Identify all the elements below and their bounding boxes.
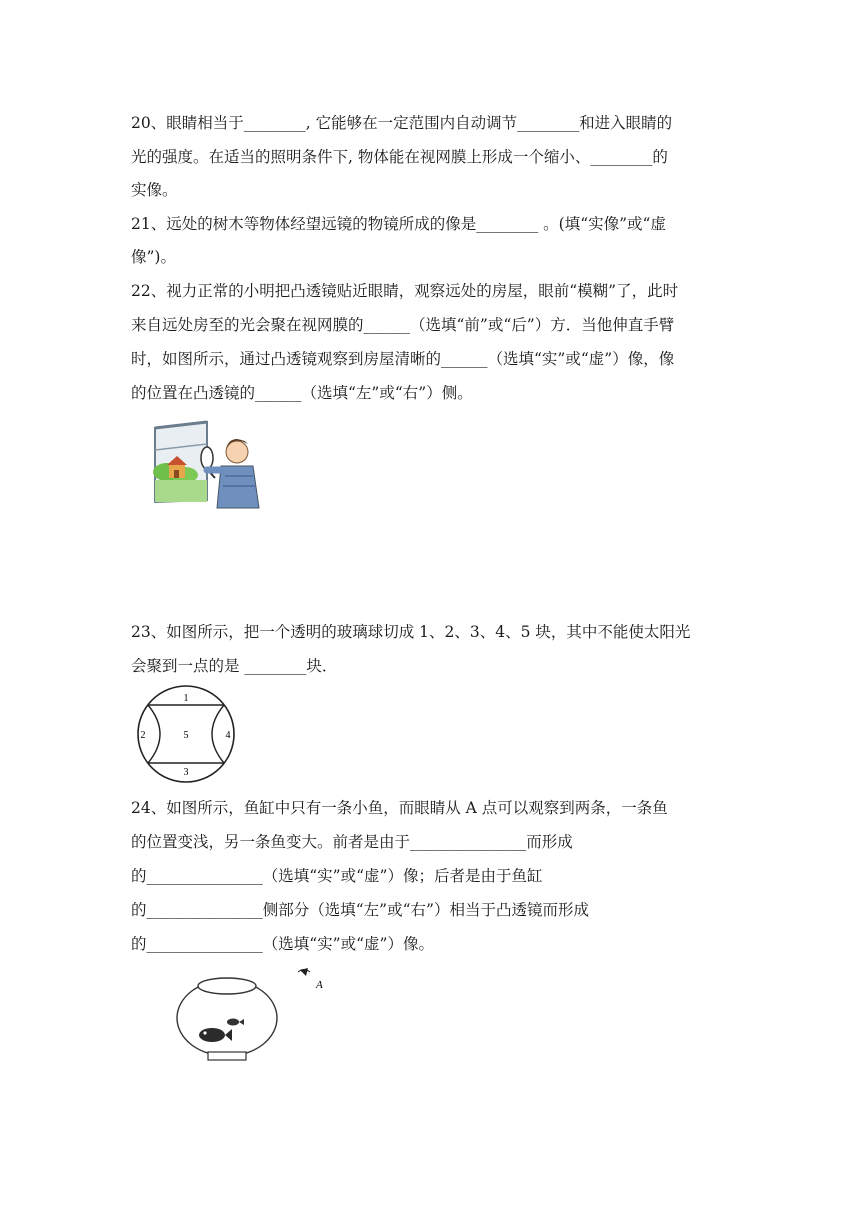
q24-line-1: 24、如图所示，鱼缸中只有一条小鱼，而眼睛从 A 点可以观察到两条，一条鱼 <box>131 799 668 817</box>
q24-line-3: 的_______________（选填“实”或“虚”）像；后者是由于鱼缸 <box>131 867 543 885</box>
q23-line-2: 会聚到一点的是 ________块． <box>131 657 338 675</box>
q22-line-1: 22、视力正常的小明把凸透镜贴近眼睛，观察远处的房屋，眼前“模糊”了，此时 <box>131 282 679 300</box>
q22-line-3: 时，如图所示，通过凸透镜观察到房屋清晰的______（选填“实”或“虚”）像，像 <box>131 350 675 368</box>
q24-line-2: 的位置变浅，另一条鱼变大。前者是由于_______________而形成 <box>131 833 573 851</box>
glass-ball-pieces-figure <box>128 684 244 784</box>
piece-label-2: 2 <box>140 730 146 741</box>
piece-label-5: 5 <box>183 730 189 741</box>
q22-line-4: 的位置在凸透镜的______（选填“左”或“右”）侧。 <box>131 384 473 402</box>
q21-line-2: 像”)。 <box>131 248 176 266</box>
fish-bowl-figure <box>176 966 346 1066</box>
piece-label-4: 4 <box>225 730 231 741</box>
boy-lens-window-figure <box>145 420 270 510</box>
q20-line-3: 实像。 <box>131 181 178 199</box>
q23-line-1: 23、如图所示，把一个透明的玻璃球切成 1、2、3、4、5 块，其中不能使太阳光 <box>131 623 691 641</box>
q20-line-2: 光的强度。在适当的照明条件下, 物体能在视网膜上形成一个缩小、________的 <box>131 148 668 166</box>
piece-label-1: 1 <box>183 693 189 704</box>
q20-line-1: 20、眼睛相当于________, 它能够在一定范围内自动调节________和进入眼睛的 <box>131 114 673 132</box>
q24-line-5: 的_______________（选填“实”或“虚”）像。 <box>131 935 434 953</box>
q21-line-1: 21、远处的树木等物体经望远镜的物镜所成的像是________ 。(填“实像”或“虚 <box>131 215 666 233</box>
q24-line-4: 的_______________侧部分（选填“左”或“右”）相当于凸透镜而形成 <box>131 901 589 919</box>
piece-label-3: 3 <box>183 767 189 778</box>
q22-line-2: 来自远处房至的光会聚在视网膜的______（选填“前”或“后”）方．当他伸直手臂 <box>131 316 675 334</box>
point-a-label: A <box>316 979 323 991</box>
